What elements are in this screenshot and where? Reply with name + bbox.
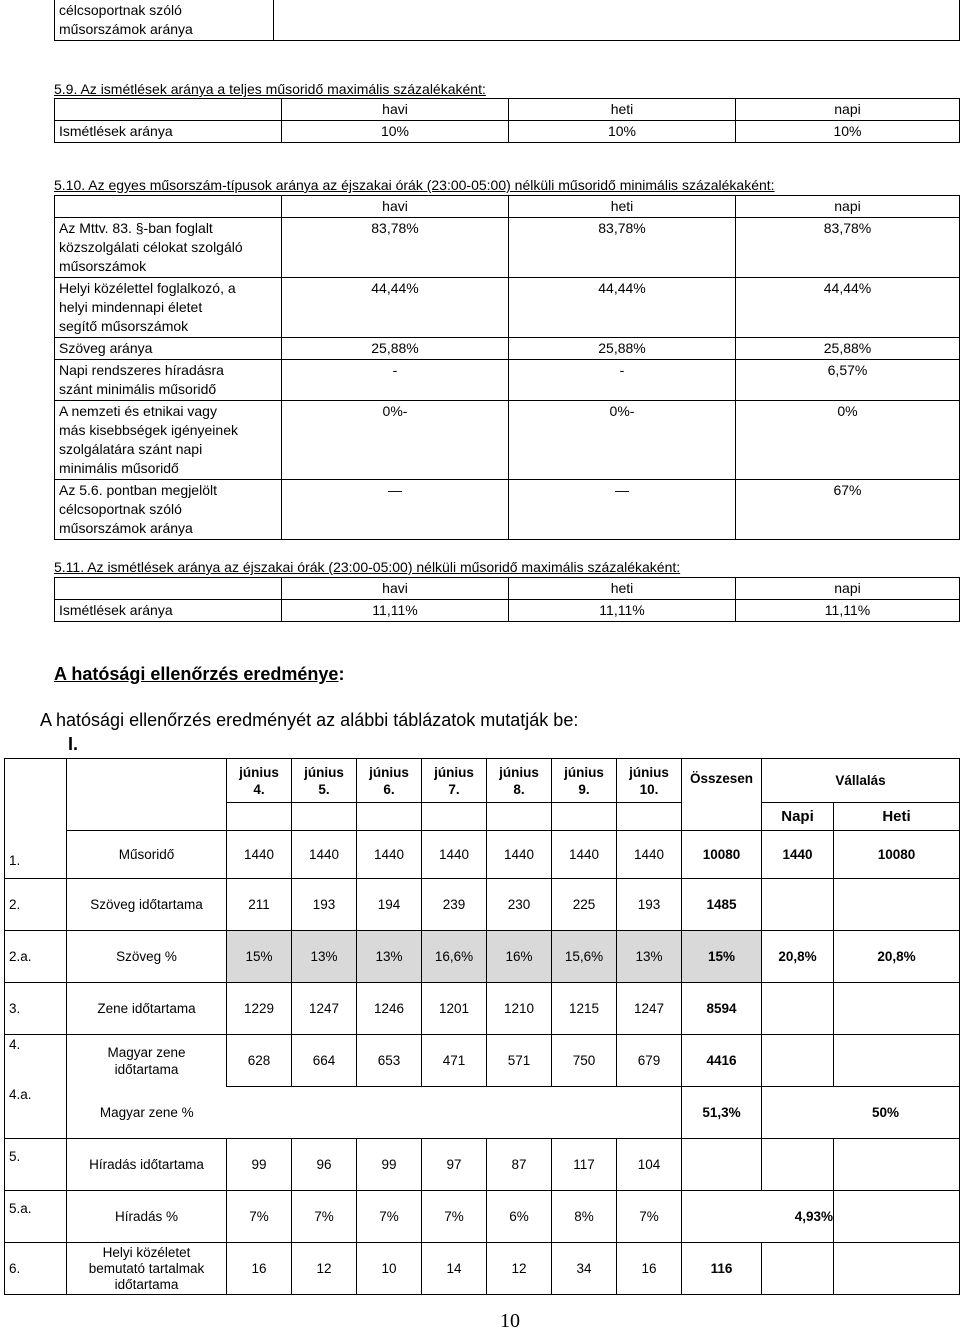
col-napi: napi bbox=[736, 578, 960, 600]
total-cell: 1485 bbox=[682, 879, 762, 931]
value-heti: 10% bbox=[509, 121, 736, 143]
value: 6,57% bbox=[736, 360, 960, 401]
col-havi: havi bbox=[282, 578, 509, 600]
cell: 750 bbox=[552, 1035, 617, 1087]
row-index: 1. bbox=[5, 759, 67, 879]
top-row-label: célcsoportnak szóló műsorszámok aránya bbox=[55, 0, 274, 41]
cell: 99 bbox=[357, 1139, 422, 1191]
value: — bbox=[509, 480, 736, 540]
cell: 96 bbox=[292, 1139, 357, 1191]
cell: 117 bbox=[552, 1139, 617, 1191]
value: 83,78% bbox=[282, 218, 509, 278]
value: 25,88% bbox=[282, 338, 509, 360]
cell: 15% bbox=[227, 931, 292, 983]
total-cell: 10080 bbox=[682, 831, 762, 879]
row-index: 4. bbox=[5, 1035, 67, 1087]
cell: 239 bbox=[422, 879, 487, 931]
col-heti: heti bbox=[509, 578, 736, 600]
cell: 97 bbox=[422, 1139, 487, 1191]
day-header: június 6. bbox=[357, 759, 422, 803]
cell: 1440 bbox=[552, 831, 617, 879]
cell: 13% bbox=[617, 931, 682, 983]
row-label: Híradás időtartama bbox=[67, 1139, 227, 1191]
col-napi: napi bbox=[736, 99, 960, 121]
value: 25,88% bbox=[509, 338, 736, 360]
cell: 230 bbox=[487, 879, 552, 931]
cell: 12 bbox=[487, 1243, 552, 1295]
row-label: Az Mttv. 83. §-ban foglalt közszolgálati célokat szolgáló műsorszámok bbox=[55, 218, 282, 278]
cell: 628 bbox=[227, 1035, 292, 1087]
row-label: Szöveg időtartama bbox=[67, 879, 227, 931]
value: 11,11% bbox=[509, 600, 736, 622]
day-header: június 9. bbox=[552, 759, 617, 803]
cell: 14 bbox=[422, 1243, 487, 1295]
value: 44,44% bbox=[509, 278, 736, 338]
value: 44,44% bbox=[736, 278, 960, 338]
heti-header: Heti bbox=[834, 803, 960, 831]
page-number: 10 bbox=[500, 1310, 520, 1332]
cell: 1247 bbox=[292, 983, 357, 1035]
result-title-colon: : bbox=[338, 664, 345, 684]
cell: 104 bbox=[617, 1139, 682, 1191]
row-index: 6. bbox=[5, 1243, 67, 1295]
col-havi: havi bbox=[282, 196, 509, 218]
result-intro: A hatósági ellenőrzés eredményét az alábbi táblázatok mutatják be: bbox=[40, 710, 579, 730]
cell: 7% bbox=[292, 1191, 357, 1243]
value: 0%- bbox=[509, 401, 736, 480]
section-5-9-heading: 5.9. Az ismétlések aránya a teljes műsoridő maximális százalékaként: bbox=[54, 81, 486, 97]
day-header: június 8. bbox=[487, 759, 552, 803]
value: 0% bbox=[736, 401, 960, 480]
day-header: június 5. bbox=[292, 759, 357, 803]
cell: 1440 bbox=[617, 831, 682, 879]
value: 11,11% bbox=[736, 600, 960, 622]
cell: 193 bbox=[292, 879, 357, 931]
value: - bbox=[509, 360, 736, 401]
cell: 225 bbox=[552, 879, 617, 931]
cell: 1440 bbox=[292, 831, 357, 879]
row-label: Helyi közélettel foglalkozó, a helyi mindennapi életet segítő műsorszámok bbox=[55, 278, 282, 338]
row-label: Híradás % bbox=[67, 1191, 227, 1243]
cell: 13% bbox=[292, 931, 357, 983]
cell: 1440 bbox=[357, 831, 422, 879]
cell: 194 bbox=[357, 879, 422, 931]
total-cell: 15% bbox=[682, 931, 762, 983]
cell: 653 bbox=[357, 1035, 422, 1087]
value: 83,78% bbox=[736, 218, 960, 278]
top-continuation-table bbox=[54, 0, 960, 41]
heti-cell: 50% bbox=[762, 1087, 960, 1139]
result-grid-table bbox=[4, 758, 960, 1295]
result-title bbox=[54, 664, 344, 685]
total-cell: 51,3% bbox=[682, 1087, 762, 1139]
value: 25,88% bbox=[736, 338, 960, 360]
total-header: Összesen bbox=[682, 759, 762, 831]
cell: 6% bbox=[487, 1191, 552, 1243]
value: — bbox=[282, 480, 509, 540]
section-5-11-heading: 5.11. Az ismétlések aránya az éjszakai órák (23:00-05:00) nélküli műsoridő maximális százalékaként: bbox=[54, 559, 681, 575]
section-5-10-heading: 5.10. Az egyes műsorszám-típusok aránya az éjszakai órák (23:00-05:00) nélküli műsoridő minimális százalékaként: bbox=[54, 177, 775, 193]
cell: 1210 bbox=[487, 983, 552, 1035]
section-5-9-table bbox=[54, 98, 960, 143]
row-label: Zene időtartama bbox=[67, 983, 227, 1035]
total-cell: 8594 bbox=[682, 983, 762, 1035]
cell: 12 bbox=[292, 1243, 357, 1295]
row-label: A nemzeti és etnikai vagy más kisebbségek igényeinek szolgálatára szánt napi minimális műsoridő bbox=[55, 401, 282, 480]
cell: 679 bbox=[617, 1035, 682, 1087]
cell: 1229 bbox=[227, 983, 292, 1035]
total-cell: 4416 bbox=[682, 1035, 762, 1087]
row-label: Helyi közéletet bemutató tartalmak időtartama bbox=[67, 1243, 227, 1295]
value: 44,44% bbox=[282, 278, 509, 338]
cell: 664 bbox=[292, 1035, 357, 1087]
cell: 1215 bbox=[552, 983, 617, 1035]
commitment-header: Vállalás bbox=[762, 759, 960, 803]
heti-cell: 20,8% bbox=[834, 931, 960, 983]
heti-cell: 10080 bbox=[834, 831, 960, 879]
col-napi: napi bbox=[736, 196, 960, 218]
day-header: június 4. bbox=[227, 759, 292, 803]
col-heti: heti bbox=[509, 196, 736, 218]
cell: 7% bbox=[422, 1191, 487, 1243]
total-cell: 116 bbox=[682, 1243, 762, 1295]
cell: 571 bbox=[487, 1035, 552, 1087]
napi-cell: 20,8% bbox=[762, 931, 834, 983]
col-heti: heti bbox=[509, 99, 736, 121]
col-havi: havi bbox=[282, 99, 509, 121]
row-index: 2. bbox=[5, 879, 67, 931]
result-title-text: A hatósági ellenőrzés eredménye bbox=[54, 664, 339, 684]
cell: 1247 bbox=[617, 983, 682, 1035]
value-napi: 10% bbox=[736, 121, 960, 143]
cell: 16 bbox=[617, 1243, 682, 1295]
value: 11,11% bbox=[282, 600, 509, 622]
cell: 13% bbox=[357, 931, 422, 983]
row-label: Szöveg aránya bbox=[55, 338, 282, 360]
napi-cell: 1440 bbox=[762, 831, 834, 879]
roman-numeral: I. bbox=[68, 734, 79, 754]
cell: 87 bbox=[487, 1139, 552, 1191]
cell: 193 bbox=[617, 879, 682, 931]
day-header: június 10. bbox=[617, 759, 682, 803]
row-label: Az 5.6. pontban megjelölt célcsoportnak szóló műsorszámok aránya bbox=[55, 480, 282, 540]
row-label: Ismétlések aránya bbox=[55, 121, 282, 143]
row-index: 3. bbox=[5, 983, 67, 1035]
cell: 8% bbox=[552, 1191, 617, 1243]
cell: 1440 bbox=[422, 831, 487, 879]
row-index: 4.a. bbox=[5, 1087, 67, 1139]
day-header: június 7. bbox=[422, 759, 487, 803]
cell: 7% bbox=[357, 1191, 422, 1243]
cell: 1246 bbox=[357, 983, 422, 1035]
cell: 16% bbox=[487, 931, 552, 983]
value: - bbox=[282, 360, 509, 401]
cell: 211 bbox=[227, 879, 292, 931]
row-label: Napi rendszeres híradásra szánt minimális műsoridő bbox=[55, 360, 282, 401]
cell: 34 bbox=[552, 1243, 617, 1295]
cell: 16,6% bbox=[422, 931, 487, 983]
cell: 471 bbox=[422, 1035, 487, 1087]
cell: 1201 bbox=[422, 983, 487, 1035]
value: 0%- bbox=[282, 401, 509, 480]
value: 67% bbox=[736, 480, 960, 540]
section-5-10-table bbox=[54, 195, 960, 540]
row-index: 2.a. bbox=[5, 931, 67, 983]
section-5-11-table bbox=[54, 577, 960, 622]
row-index: 5.a. bbox=[5, 1191, 67, 1243]
value-havi: 10% bbox=[282, 121, 509, 143]
row-label: Magyar zene időtartama bbox=[67, 1035, 227, 1087]
cell: 1440 bbox=[227, 831, 292, 879]
row-label: Műsoridő bbox=[67, 831, 227, 879]
value: 83,78% bbox=[509, 218, 736, 278]
row-label: Szöveg % bbox=[67, 931, 227, 983]
cell: 7% bbox=[617, 1191, 682, 1243]
heti-cell: 4,93% bbox=[682, 1191, 834, 1243]
row-index: 5. bbox=[5, 1139, 67, 1191]
cell: 1440 bbox=[487, 831, 552, 879]
row-label: Magyar zene % bbox=[67, 1087, 227, 1139]
cell: 10 bbox=[357, 1243, 422, 1295]
cell: 16 bbox=[227, 1243, 292, 1295]
row-label: Ismétlések aránya bbox=[55, 600, 282, 622]
napi-header: Napi bbox=[762, 803, 834, 831]
cell: 99 bbox=[227, 1139, 292, 1191]
cell: 7% bbox=[227, 1191, 292, 1243]
cell: 15,6% bbox=[552, 931, 617, 983]
